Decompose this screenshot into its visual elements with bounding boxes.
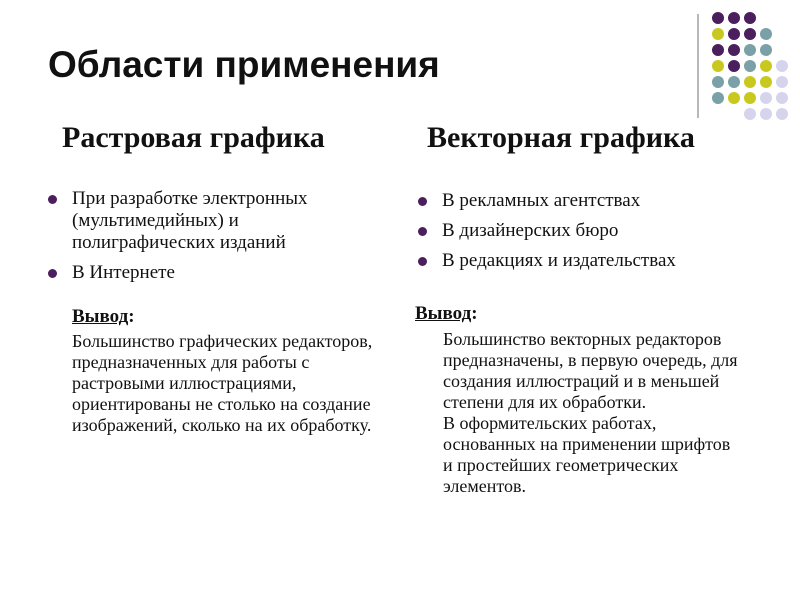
decor-dot <box>728 12 740 24</box>
decor-dot <box>776 60 788 72</box>
decor-dot <box>728 28 740 40</box>
decor-dot <box>744 12 756 24</box>
decor-dot <box>744 28 756 40</box>
decor-dot <box>776 108 788 120</box>
raster-applications-list <box>45 188 385 292</box>
decor-dot <box>712 76 724 88</box>
list-item-text: В рекламных агентствах <box>442 190 641 211</box>
decor-dot <box>728 76 740 88</box>
conclusion-paragraph: В оформительских работах, основанных на применении шрифтов и простейших геометрических элементов. <box>443 413 731 496</box>
decor-dot <box>712 60 724 72</box>
raster-conclusion-text <box>72 331 387 436</box>
list-item-text: В редакциях и издательствах <box>442 250 676 271</box>
raster-conclusion-label <box>72 306 135 328</box>
list-item-text: В Интернете <box>72 262 175 283</box>
list-item <box>415 190 775 212</box>
conclusion-paragraph: Большинство векторных редакторов предназначены, в первую очередь, для создания иллюстраций и в меньшей степени для их обработки. <box>443 329 738 412</box>
conclusion-label-text: Вывод <box>72 306 129 327</box>
bullet-icon <box>418 257 427 266</box>
bullet-icon <box>418 197 427 206</box>
bullet-icon <box>48 269 57 278</box>
list-item <box>45 262 385 284</box>
decor-dot <box>712 28 724 40</box>
decor-dot <box>776 92 788 104</box>
decor-dot <box>744 60 756 72</box>
decor-dot <box>712 44 724 56</box>
decor-dot <box>728 92 740 104</box>
decor-dot <box>760 76 772 88</box>
list-item <box>415 250 775 272</box>
decor-dot <box>712 12 724 24</box>
vector-conclusion-text <box>443 329 743 497</box>
bullet-icon <box>418 227 427 236</box>
decor-dot <box>744 44 756 56</box>
decorative-divider-line <box>697 14 699 118</box>
decor-dot <box>776 76 788 88</box>
bullet-icon <box>48 195 57 204</box>
list-item-text: При разработке электронных (мультимедийных) и полиграфических изданий <box>72 188 308 253</box>
decor-dot <box>760 60 772 72</box>
decor-dot <box>744 92 756 104</box>
decor-dot <box>744 108 756 120</box>
decor-dot <box>728 44 740 56</box>
conclusion-label-text: Вывод <box>415 303 472 324</box>
raster-graphics-heading: Растровая графика <box>62 121 325 154</box>
list-item-text: В дизайнерских бюро <box>442 220 619 241</box>
decor-dot <box>760 92 772 104</box>
decor-dot <box>728 60 740 72</box>
list-item <box>45 188 385 254</box>
conclusion-colon: : <box>471 303 478 324</box>
vector-conclusion-label <box>415 303 478 325</box>
decor-dot <box>760 44 772 56</box>
decorative-dot-grid <box>703 8 793 128</box>
conclusion-colon: : <box>128 306 135 327</box>
conclusion-paragraph: Большинство графических редакторов, предназначенных для работы с растровыми иллюстрациями, ориентированы не столько на создание изображений, сколько на их обработку. <box>72 331 373 435</box>
decor-dot <box>712 92 724 104</box>
decor-dot <box>760 108 772 120</box>
vector-applications-list <box>415 190 775 280</box>
list-item <box>415 220 775 242</box>
decor-dot <box>744 76 756 88</box>
decor-dot <box>760 28 772 40</box>
slide-title: Области применения <box>48 44 440 85</box>
vector-graphics-heading: Векторная графика <box>427 121 695 154</box>
